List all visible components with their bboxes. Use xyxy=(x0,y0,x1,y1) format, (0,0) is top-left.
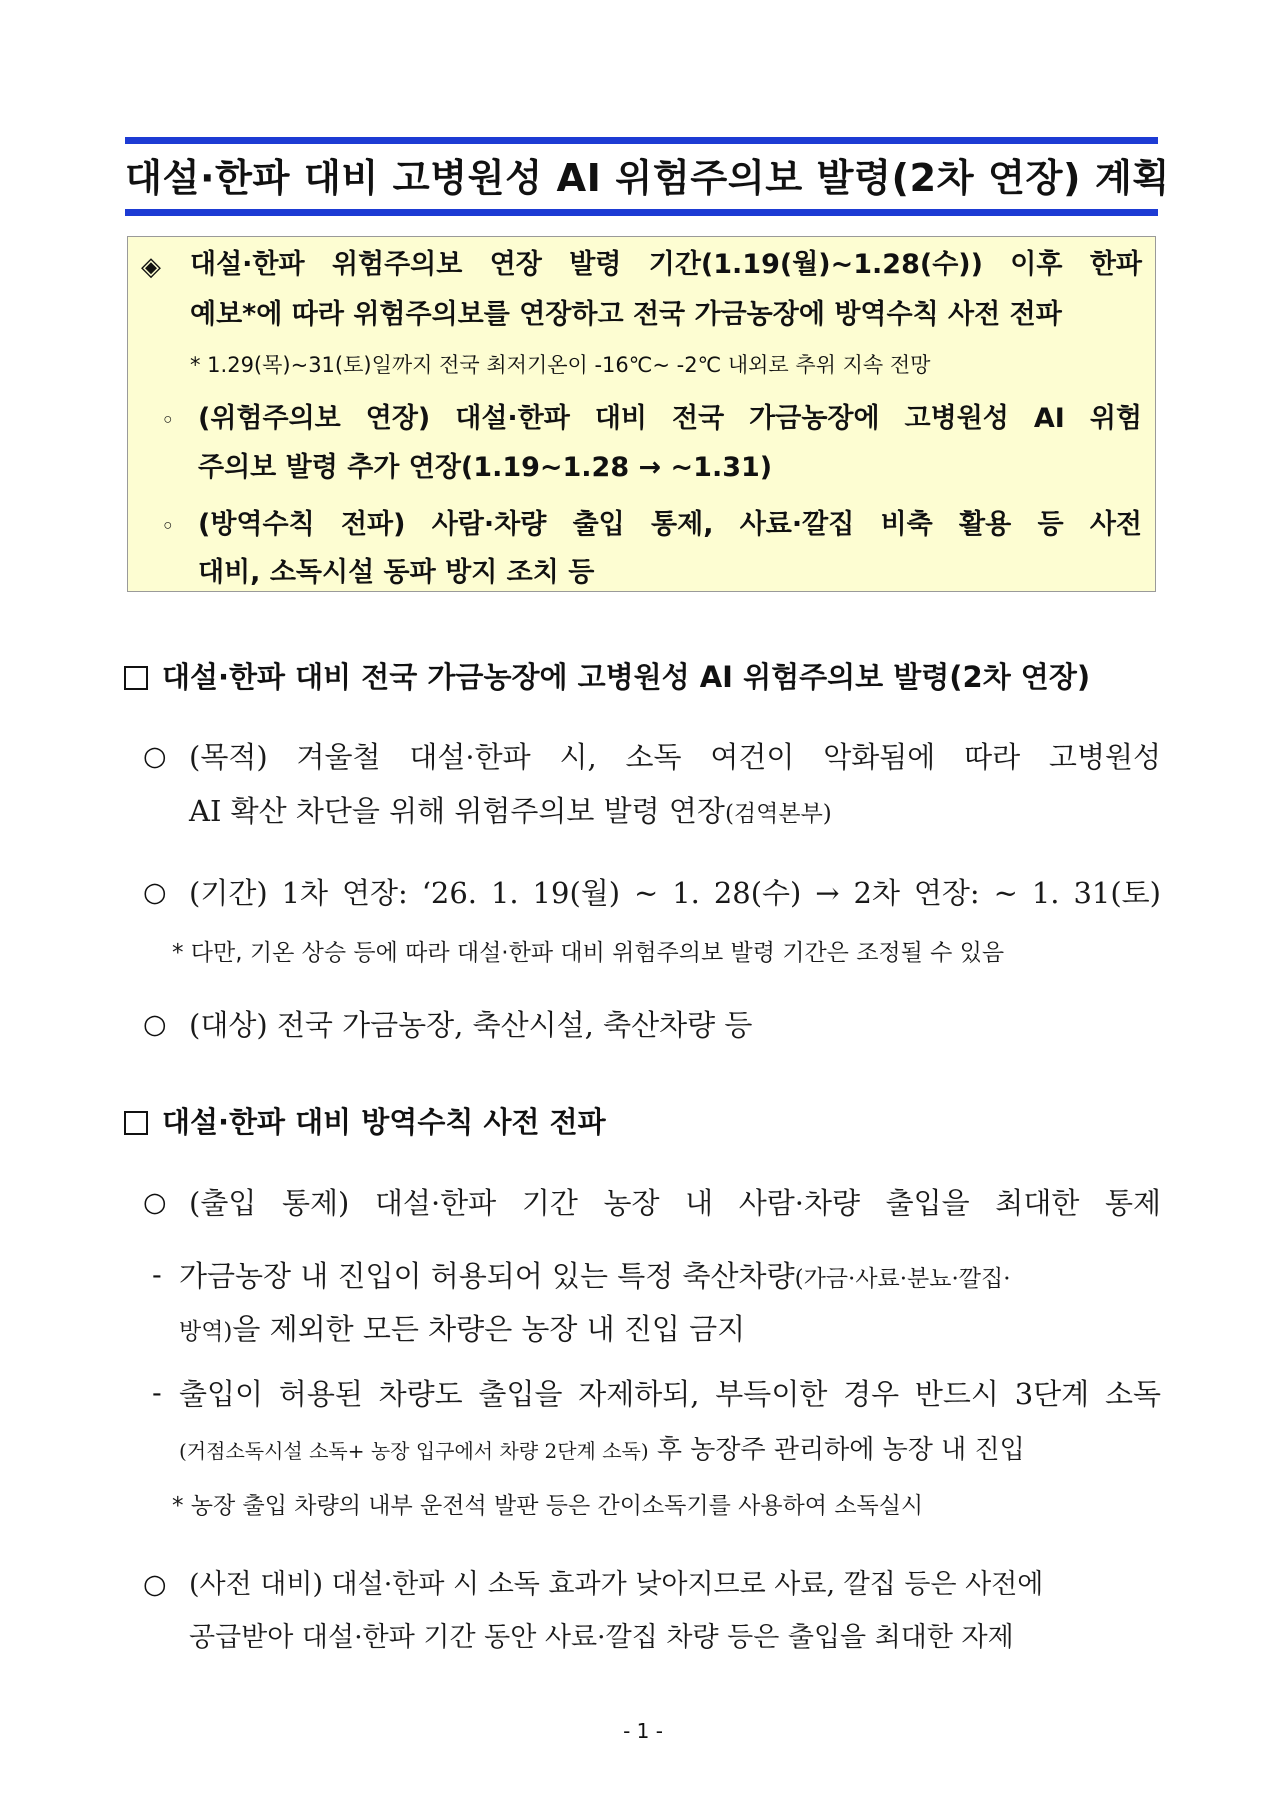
summary-lead-line1: 대설·한파 위험주의보 연장 발령 기간(1.19(월)~1.28(수)) 이후 한파 xyxy=(190,249,1142,280)
dash1-line1: 가금농장 내 진입이 허용되어 있는 특정 축산차량(가금·사료·분뇨·깔집· xyxy=(179,1259,1011,1293)
purpose-org: (검역본부) xyxy=(724,801,832,827)
checkbox-icon xyxy=(124,666,148,690)
dash2-note: * 농장 출입 차량의 내부 운전석 발판 등은 간이소독기를 사용하여 소독실시 xyxy=(172,1493,924,1519)
checkbox-icon xyxy=(124,1111,148,1135)
summary-item1-line2: 주의보 발령 추가 연장(1.19~1.28 → ~1.31) xyxy=(198,452,773,483)
target-bullet: ○ xyxy=(143,1009,167,1040)
dash2-line2: (거점소독시설 소독+ 농장 입구에서 차량 2단계 소독) 후 농장주 관리하에 농장 내 진입 xyxy=(179,1435,1025,1465)
prep-line2: 공급받아 대설·한파 기간 동안 사료·깔집 차량 등은 출입을 최대한 자제 xyxy=(189,1622,1014,1653)
summary-item1-marker: ◦ xyxy=(161,408,175,434)
summary-item1-line1: (위험주의보 연장) 대설·한파 대비 전국 가금농장에 고병원성 AI 위험 xyxy=(198,403,1142,434)
control-line: (출입 통제) 대설·한파 기간 농장 내 사람·차량 출입을 최대한 통제 xyxy=(189,1186,1161,1220)
section2-heading: 대설·한파 대비 방역수칙 사전 전파 xyxy=(124,1100,606,1144)
dash2-line1: 출입이 허용된 차량도 출입을 자제하되, 부득이한 경우 반드시 3단계 소독 xyxy=(179,1377,1161,1411)
summary-item2-line2: 대비, 소독시설 동파 방지 조치 등 xyxy=(198,557,595,588)
period-bullet: ○ xyxy=(143,877,167,908)
prep-bullet: ○ xyxy=(143,1569,167,1600)
dash2-marker: - xyxy=(152,1378,162,1409)
title-top-rule xyxy=(125,137,1158,144)
summary-lead-line2: 예보*에 따라 위험주의보를 연장하고 전국 가금농장에 방역수칙 사전 전파 xyxy=(190,299,1062,330)
summary-lead-note: * 1.29(목)~31(토)일까지 전국 최저기온이 -16℃~ -2℃ 내외로 추위 지속 전망 xyxy=(190,353,931,377)
dash1-marker: - xyxy=(152,1260,162,1291)
period-line: (기간) 1차 연장: ‘26. 1. 19(월) ~ 1. 28(수) → 2차 연장: ~ 1. 31(토) xyxy=(189,876,1161,910)
control-bullet: ○ xyxy=(143,1187,167,1218)
document-title: 대설·한파 대비 고병원성 AI 위험주의보 발령(2차 연장) 계획 xyxy=(125,156,1170,201)
section1-heading: 대설·한파 대비 전국 가금농장에 고병원성 AI 위험주의보 발령(2차 연장) xyxy=(124,655,1090,699)
dash1-line2: 방역)을 제외한 모든 차량은 농장 내 진입 금지 xyxy=(179,1312,746,1346)
purpose-line1: (목적) 겨울철 대설·한파 시, 소독 여건이 악화됨에 따라 고병원성 xyxy=(189,740,1161,774)
title-bottom-rule xyxy=(125,209,1158,216)
diamond-marker: ◈ xyxy=(141,252,161,282)
period-note: * 다만, 기온 상승 등에 따라 대설·한파 대비 위험주의보 발령 기간은 조정될 수 있음 xyxy=(172,940,1005,966)
summary-item2-line1: (방역수칙 전파) 사람·차량 출입 통제, 사료·깔집 비축 활용 등 사전 xyxy=(198,509,1142,540)
prep-line1: (사전 대비) 대설·한파 시 소독 효과가 낮아지므로 사료, 깔집 등은 사전에 xyxy=(189,1569,1044,1600)
purpose-line2: AI 확산 차단을 위해 위험주의보 발령 연장(검역본부) xyxy=(189,794,832,828)
summary-item2-marker: ◦ xyxy=(161,514,175,540)
page-number: - 1 - xyxy=(623,1719,663,1743)
purpose-bullet: ○ xyxy=(143,741,167,772)
target-line: (대상) 전국 가금농장, 축산시설, 축산차량 등 xyxy=(189,1008,753,1042)
